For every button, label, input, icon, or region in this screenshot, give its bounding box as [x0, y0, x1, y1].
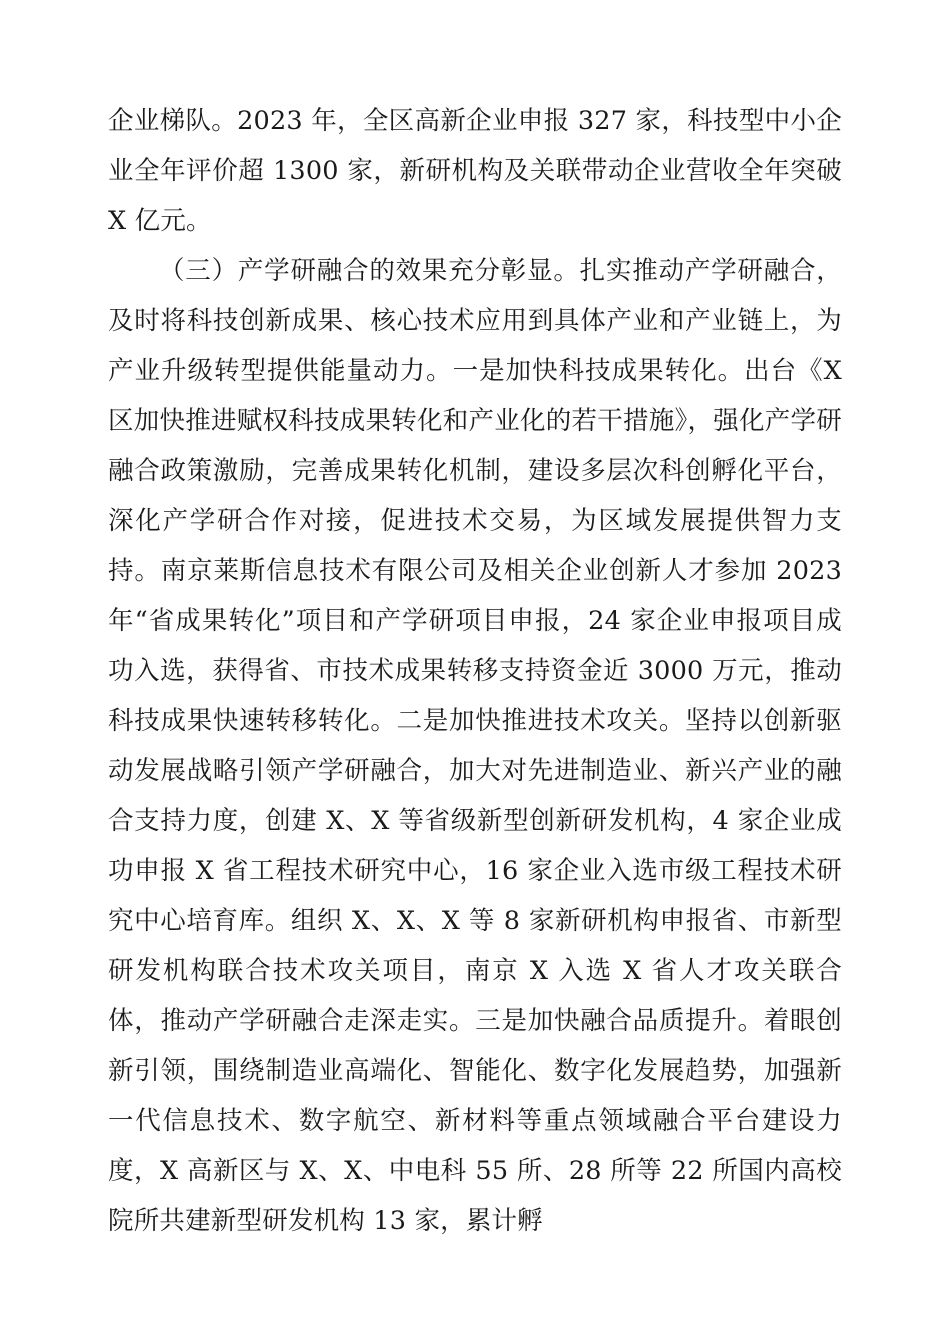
paragraph-section-three: （三）产学研融合的效果充分彰显。扎实推动产学研融合，及时将科技创新成果、核心技术应用到具体产业和产业链上，为产业升级转型提供能量动力。一是加快科技成果转化。出台《X 区加快推进赋权科技成果转化和产业化的若干措施》，强化产学研融合政策激励，完善成果转化机制，建设多层次科创孵化平台，深化产学研合作对接，促进技术交易，为区域发展提供智力支持。南京莱斯信息技术有限公司及相关企业创新人才参加 2023 年“省成果转化”项目和产学研项目申报，24 家企业申报项目成功入选，获得省、市技术成果转移支持资金近 3000 万元，推动科技成果快速转移转化。二是加快推进技术攻关。坚持以创新驱动发展战略引领产学研融合，加大对先进制造业、新兴产业的融合支持力度，创建 X、X 等省级新型创新研发机构，4 家企业成功申报 X 省工程技术研究中心，16 家企业入选市级工程技术研究中心培育库。组织 X、X、X 等 8 家新研机构申报省、市新型研发机构联合技术攻关项目，南京 X 入选 X 省人才攻关联合体，推动产学研融合走深走实。三是加快融合品质提升。着眼创新引领，围绕制造业高端化、智能化、数字化发展趋势，加强新一代信息技术、数字航空、新材料等重点领域融合平台建设力度，X 高新区与 X、X、中电科 55 所、28 所等 22 所国内高校院所共建新型研发机构 13 家，累计孵 [108, 256, 842, 1236]
paragraph-continuation: 企业梯队。2023 年，全区高新企业申报 327 家，科技型中小企业全年评价超 1300 家，新研机构及关联带动企业营收全年突破 X 亿元。 [108, 106, 842, 236]
document-body [108, 96, 842, 1246]
